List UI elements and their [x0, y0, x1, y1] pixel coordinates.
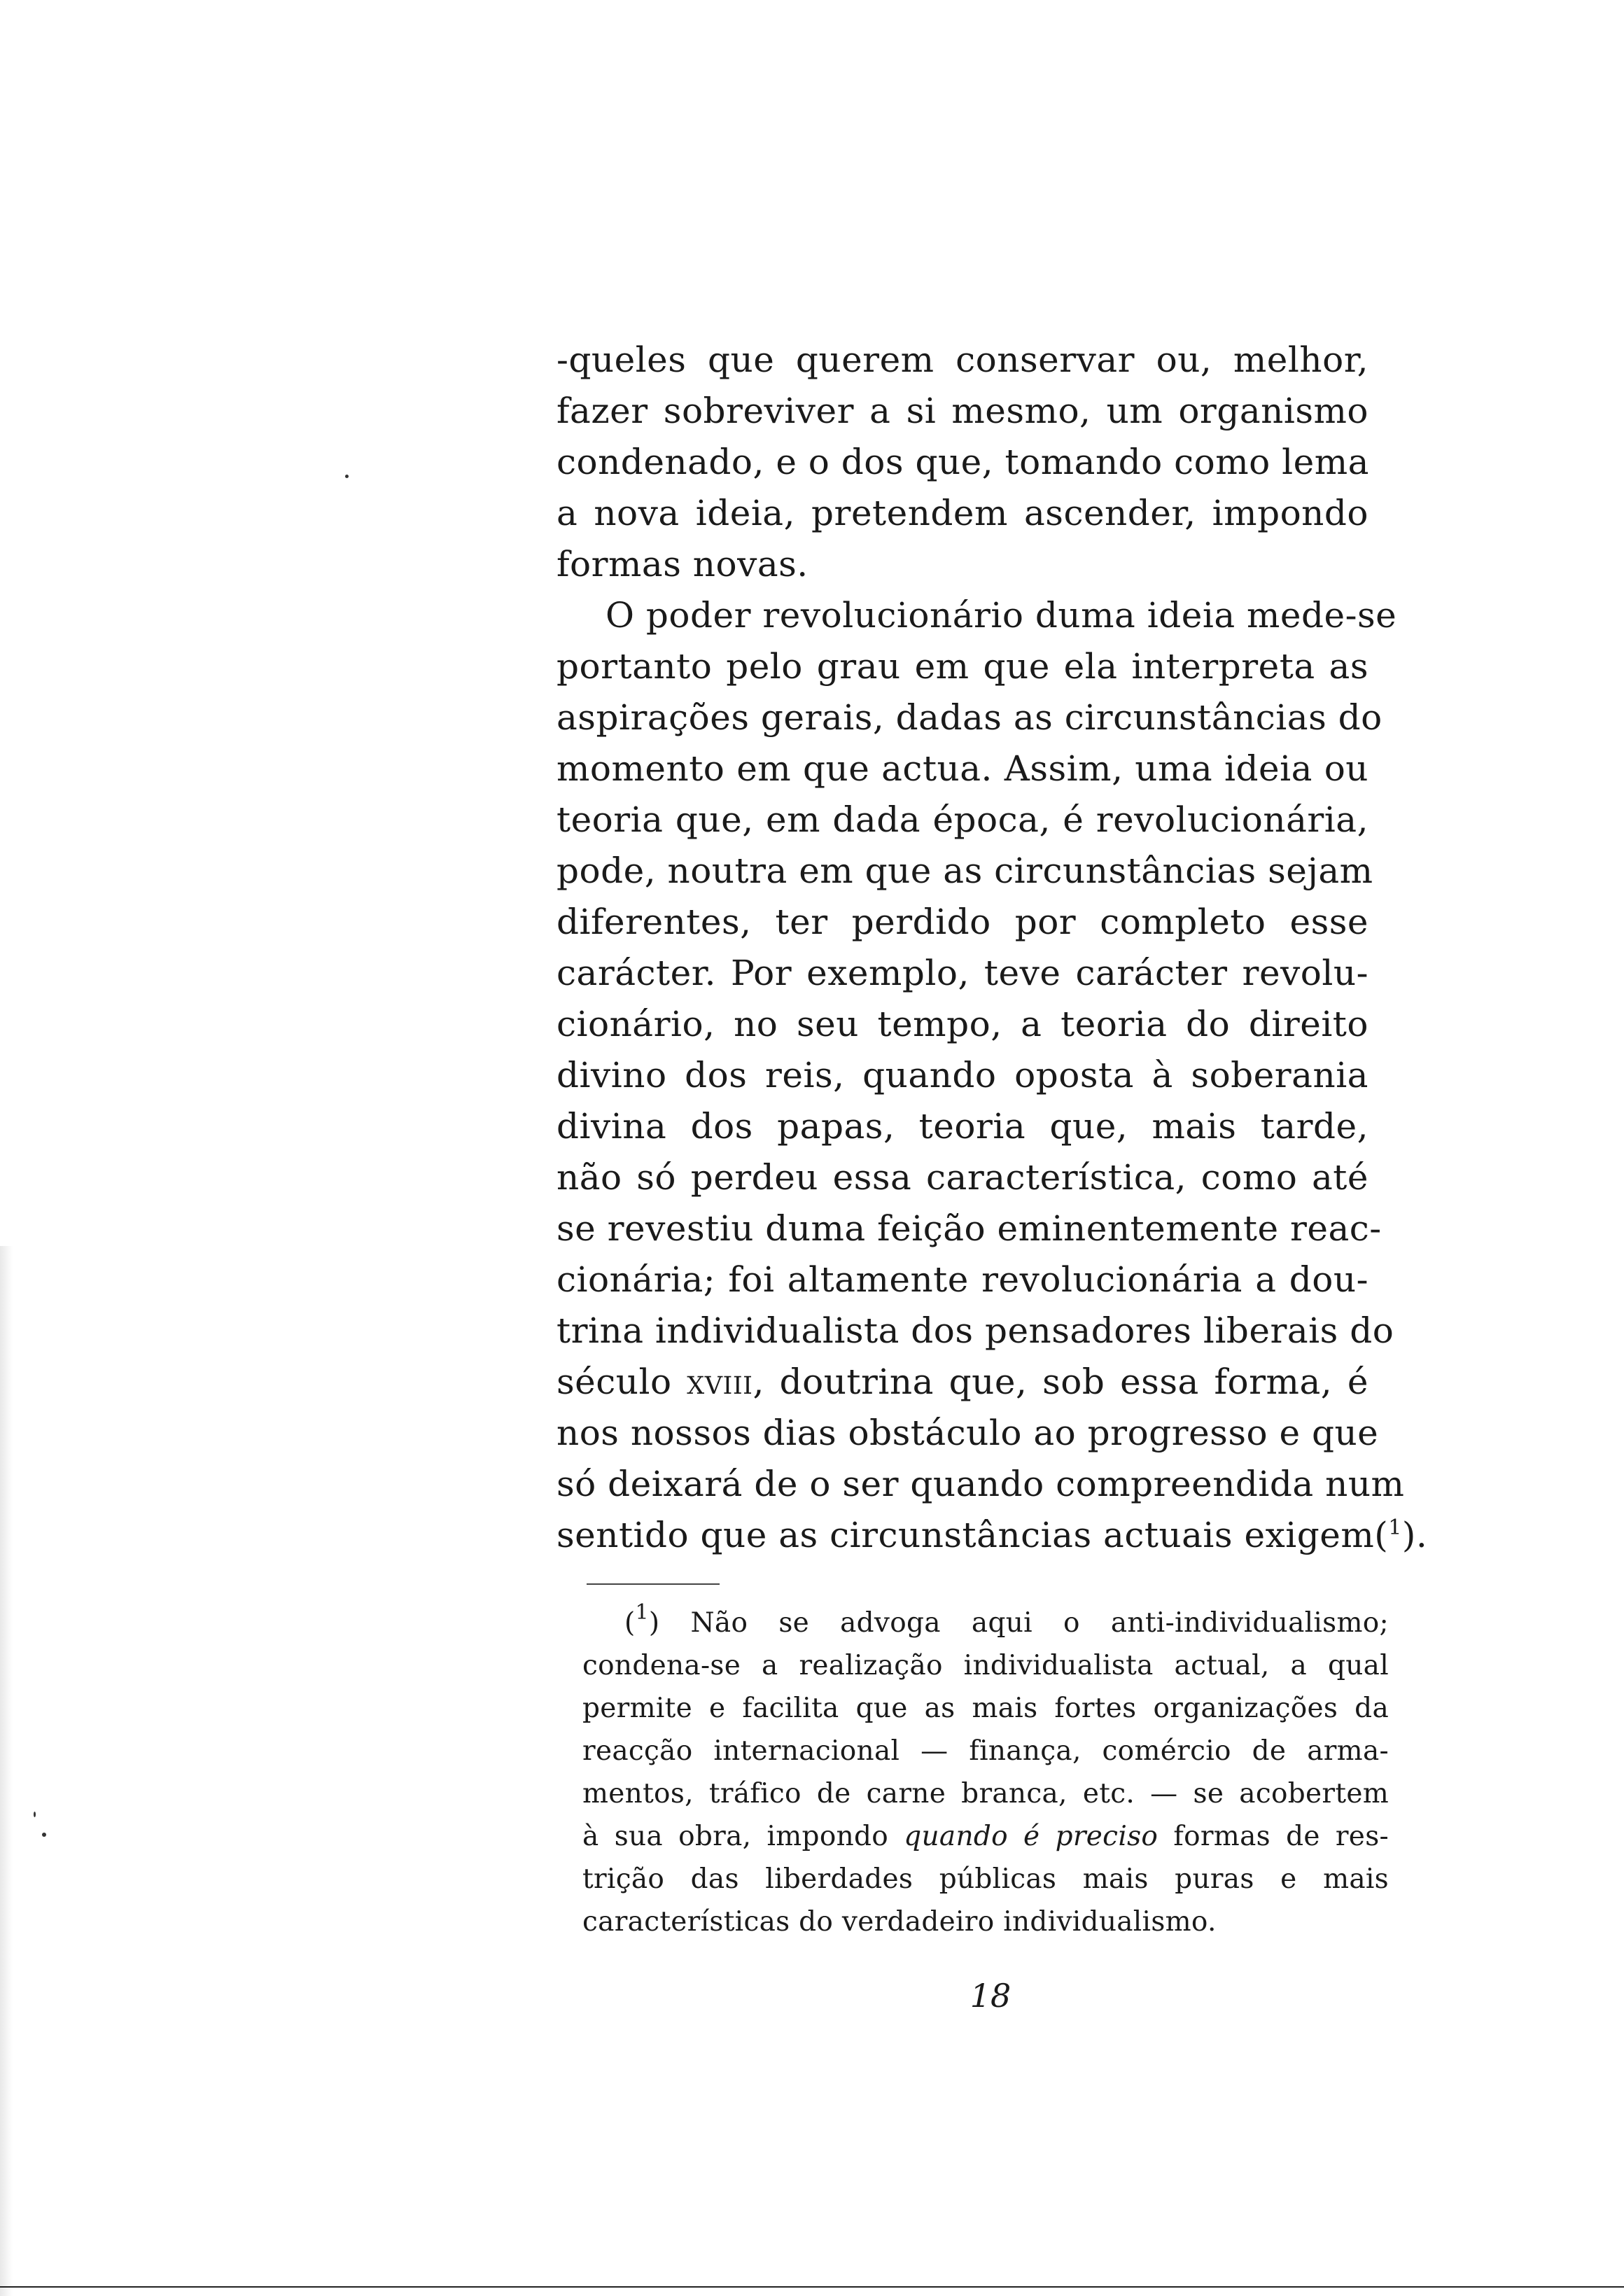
footnote-line: mentos, tráfico de carne branca, etc. — se acobertem	[582, 1778, 1389, 1809]
footnote-line	[582, 1815, 1389, 1858]
text-fragment: ).	[1401, 1515, 1428, 1555]
text-line: -queles que querem conservar ou, melhor,	[556, 340, 1368, 380]
text-line: diferentes, ter perdido por completo esse	[556, 902, 1368, 942]
scan-edge-shadow	[0, 1246, 13, 2296]
text-line: cionária; foi altamente revolucionária a dou-	[556, 1259, 1368, 1300]
text-line: nos nossos dias obstáculo ao progresso e que	[556, 1413, 1379, 1453]
text-line: portanto pelo grau em que ela interpreta as	[556, 646, 1368, 687]
text-fragment: sentido que as circunstâncias actuais exigem(	[556, 1515, 1389, 1555]
scan-bottom-edge	[0, 2286, 1624, 2288]
text-line: teoria que, em dada época, é revolucionária,	[556, 799, 1368, 840]
footnote-line: condena-se a realização individualista actual, a qual	[582, 1650, 1389, 1681]
text-line: só deixará de o ser quando compreendida num	[556, 1464, 1405, 1504]
footnote-divider	[587, 1583, 720, 1585]
text-line: a nova ideia, pretendem ascender, impondo	[556, 493, 1368, 533]
text-fragment: formas de res-	[1158, 1821, 1389, 1852]
footnote-line: reacção internacional — finança, comércio de arma-	[582, 1735, 1389, 1767]
text-fragment: século	[556, 1362, 687, 1402]
footnote-marker: 1	[635, 1600, 649, 1625]
text-line: se revestiu duma feição eminentemente reac-	[556, 1208, 1382, 1249]
text-line: formas novas.	[556, 544, 808, 584]
text-fragment: , doutrina que, sob essa forma, é	[752, 1362, 1368, 1402]
scan-speck	[34, 1812, 36, 1817]
text-line: momento em que actua. Assim, uma ideia ou	[556, 748, 1368, 789]
text-line: condenado, e o dos que, tomando como lema	[556, 442, 1369, 482]
footnote-line: trição das liberdades públicas mais puras e mais	[582, 1863, 1389, 1895]
scan-speck	[42, 1833, 46, 1837]
text-line: aspirações gerais, dadas as circunstâncias do	[556, 697, 1382, 738]
text-line: trina individualista dos pensadores liberais do	[556, 1310, 1394, 1351]
page-number: 18	[969, 1977, 1011, 2015]
footnote-line: ($^1$) Não se advoga aqui o anti-individualismo;	[624, 1600, 1389, 1639]
footnote-line: permite e facilita que as mais fortes organizações da	[582, 1693, 1389, 1724]
text-line	[556, 1357, 1368, 1408]
text-line	[556, 1510, 1428, 1561]
text-line: carácter. Por exemplo, teve carácter revolu-	[556, 953, 1368, 993]
footnote-line: características do verdadeiro individualismo.	[582, 1906, 1217, 1938]
italic-phrase: quando é preciso	[904, 1821, 1158, 1852]
scan-speck	[345, 475, 349, 478]
text-line: pode, noutra em que as circunstâncias sejam	[556, 850, 1373, 891]
paragraph-start-line: O poder revolucionário duma ideia mede-se	[606, 595, 1397, 636]
text-fragment: ) Não se advoga aqui o anti-individualismo;	[648, 1607, 1389, 1639]
footnote-block	[582, 1602, 1389, 1943]
text-fragment: à sua obra, impondo	[582, 1821, 904, 1852]
main-text-block	[556, 335, 1428, 1561]
text-line: divino dos reis, quando oposta à soberania	[556, 1055, 1368, 1096]
text-line: não só perdeu essa característica, como até	[556, 1157, 1368, 1198]
text-line: divina dos papas, teoria que, mais tarde,	[556, 1106, 1368, 1147]
footnote-reference: 1	[1388, 1516, 1402, 1540]
text-line: fazer sobreviver a si mesmo, um organismo	[556, 391, 1368, 431]
century-numeral: xviii	[687, 1362, 753, 1402]
text-line: cionário, no seu tempo, a teoria do direito	[556, 1004, 1368, 1044]
